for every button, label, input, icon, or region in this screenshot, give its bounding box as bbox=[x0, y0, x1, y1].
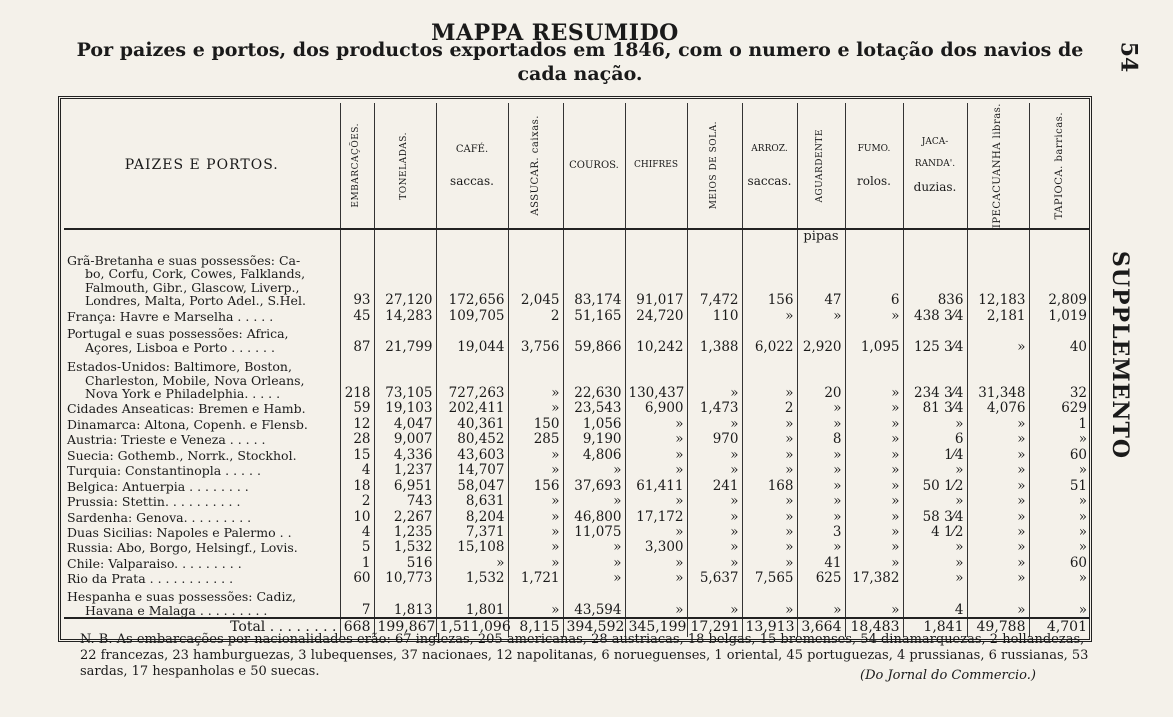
page-number: 54 bbox=[1115, 41, 1142, 73]
row-cell: 4 bbox=[340, 524, 374, 539]
row-cell: » bbox=[563, 539, 625, 554]
row-cell: » bbox=[742, 416, 797, 431]
unit-aguardente: pipas bbox=[797, 229, 845, 246]
row-cell: » bbox=[625, 586, 687, 618]
row-cell: 6,022 bbox=[742, 323, 797, 354]
row-cell: 19,044 bbox=[436, 323, 508, 354]
table-row bbox=[64, 447, 1090, 462]
row-cell: 6,900 bbox=[625, 401, 687, 416]
row-cell: 87 bbox=[340, 323, 374, 354]
row-cell: 15 bbox=[340, 447, 374, 462]
row-cell: » bbox=[903, 462, 967, 477]
row-cell: 14,283 bbox=[374, 308, 436, 323]
row-cell: 10 bbox=[340, 509, 374, 524]
row-cell: » bbox=[1029, 509, 1090, 524]
row-cell: » bbox=[508, 447, 563, 462]
row-cell: 31,348 bbox=[967, 354, 1029, 400]
row-place: Hespanha e suas possessões: Cadiz, Havana e Malaga . . . . . . . . . bbox=[67, 589, 297, 618]
row-cell: 2,181 bbox=[967, 308, 1029, 323]
total-cell: 18,483 bbox=[845, 618, 903, 637]
row-place: Russia: Abo, Borgo, Helsingf., Lovis. bbox=[67, 540, 298, 556]
row-cell: » bbox=[845, 493, 903, 508]
header-meios: MEIOS DE SOLA. bbox=[687, 103, 742, 229]
total-cell: 17,291 bbox=[687, 618, 742, 637]
row-cell: 241 bbox=[687, 478, 742, 493]
row-cell: 1,721 bbox=[508, 570, 563, 585]
row-cell: 10,242 bbox=[625, 323, 687, 354]
row-cell: 516 bbox=[374, 555, 436, 570]
row-cell: 9,190 bbox=[563, 431, 625, 446]
table-row bbox=[64, 539, 1090, 554]
row-cell: 91,017 bbox=[625, 246, 687, 308]
row-cell: » bbox=[625, 493, 687, 508]
table-row bbox=[64, 586, 1090, 618]
row-cell: 285 bbox=[508, 431, 563, 446]
total-cell: 1,841 bbox=[903, 618, 967, 637]
row-cell: 12 bbox=[340, 416, 374, 431]
row-cell: » bbox=[967, 539, 1029, 554]
row-place: Rio da Prata . . . . . . . . . . . bbox=[67, 571, 234, 587]
row-cell: » bbox=[903, 493, 967, 508]
row-cell: » bbox=[967, 570, 1029, 585]
row-cell: » bbox=[967, 447, 1029, 462]
row-cell: » bbox=[845, 401, 903, 416]
row-cell: » bbox=[797, 308, 845, 323]
row-cell: 1,532 bbox=[374, 539, 436, 554]
row-cell: 4,047 bbox=[374, 416, 436, 431]
row-cell: 150 bbox=[508, 416, 563, 431]
total-cell: 394,592 bbox=[563, 618, 625, 637]
row-cell: 58,047 bbox=[436, 478, 508, 493]
row-cell: 43,603 bbox=[436, 447, 508, 462]
row-cell: 21,799 bbox=[374, 323, 436, 354]
row-cell: » bbox=[1029, 524, 1090, 539]
row-cell: 1,056 bbox=[563, 416, 625, 431]
row-cell: » bbox=[687, 509, 742, 524]
row-cell: » bbox=[967, 431, 1029, 446]
row-cell: 61,411 bbox=[625, 478, 687, 493]
row-cell: » bbox=[845, 509, 903, 524]
row-cell: » bbox=[903, 539, 967, 554]
table-row bbox=[64, 416, 1090, 431]
row-cell: 80,452 bbox=[436, 431, 508, 446]
header-chifres: CHIFRES bbox=[625, 103, 687, 229]
row-cell: 130,437 bbox=[625, 354, 687, 400]
row-cell: 4,336 bbox=[374, 447, 436, 462]
row-cell: 8,631 bbox=[436, 493, 508, 508]
row-cell: » bbox=[845, 462, 903, 477]
row-cell: 2,045 bbox=[508, 246, 563, 308]
row-cell: » bbox=[742, 447, 797, 462]
row-cell: » bbox=[687, 539, 742, 554]
table-row bbox=[64, 354, 1090, 400]
row-cell: » bbox=[797, 539, 845, 554]
header-jacaranda: JACA- RANDA'. duzias. bbox=[903, 103, 967, 229]
row-cell: 14,707 bbox=[436, 462, 508, 477]
row-cell: 93 bbox=[340, 246, 374, 308]
row-cell: 727,263 bbox=[436, 354, 508, 400]
export-table-frame bbox=[58, 96, 1092, 642]
header-ipecacuanha: IPECACUANHA libras. bbox=[967, 103, 1029, 229]
row-cell: » bbox=[687, 354, 742, 400]
row-place: Suecia: Gothemb., Norrk., Stockhol. bbox=[67, 447, 297, 463]
header-toneladas: TONELADAS. bbox=[374, 103, 436, 229]
row-cell: 1 bbox=[340, 555, 374, 570]
row-cell: » bbox=[967, 416, 1029, 431]
row-cell: » bbox=[508, 586, 563, 618]
row-cell: » bbox=[687, 524, 742, 539]
total-label: Total . . . . . . . . bbox=[64, 618, 340, 637]
row-cell: 4,076 bbox=[967, 401, 1029, 416]
table-row bbox=[64, 555, 1090, 570]
row-cell: » bbox=[845, 308, 903, 323]
row-cell: » bbox=[508, 509, 563, 524]
row-cell: 1,473 bbox=[687, 401, 742, 416]
row-cell: » bbox=[625, 524, 687, 539]
header-embarcacoes: EMBARCAÇÕES. bbox=[340, 103, 374, 229]
row-cell: » bbox=[508, 493, 563, 508]
row-place: Dinamarca: Altona, Copenh. e Flensb. bbox=[67, 416, 308, 432]
row-cell: 1,532 bbox=[436, 570, 508, 585]
row-cell: » bbox=[625, 431, 687, 446]
total-cell: 345,199 bbox=[625, 618, 687, 637]
row-cell: 40,361 bbox=[436, 416, 508, 431]
row-cell: 22,630 bbox=[563, 354, 625, 400]
row-cell: 81 3⁄4 bbox=[903, 401, 967, 416]
row-cell: » bbox=[563, 570, 625, 585]
row-cell: » bbox=[845, 354, 903, 400]
row-cell: 4,806 bbox=[563, 447, 625, 462]
row-cell: 59 bbox=[340, 401, 374, 416]
row-cell: » bbox=[845, 555, 903, 570]
row-cell: 60 bbox=[340, 570, 374, 585]
row-cell: » bbox=[967, 462, 1029, 477]
row-cell: 3 bbox=[797, 524, 845, 539]
row-cell: » bbox=[903, 416, 967, 431]
row-cell: 5 bbox=[340, 539, 374, 554]
row-cell: 60 bbox=[1029, 555, 1090, 570]
row-cell: » bbox=[967, 323, 1029, 354]
row-cell: 3,756 bbox=[508, 323, 563, 354]
row-cell: 2,920 bbox=[797, 323, 845, 354]
row-cell: 27,120 bbox=[374, 246, 436, 308]
row-cell: » bbox=[563, 493, 625, 508]
row-cell: » bbox=[845, 586, 903, 618]
row-cell: 59,866 bbox=[563, 323, 625, 354]
row-place: Portugal e suas possessões: Africa, Açores, Lisboa e Porto . . . . . . bbox=[67, 326, 289, 355]
row-cell: » bbox=[903, 570, 967, 585]
row-cell: 8,204 bbox=[436, 509, 508, 524]
source-credit: (Do Jornal do Commercio.) bbox=[860, 668, 1036, 683]
row-cell: 1 bbox=[1029, 416, 1090, 431]
row-cell: » bbox=[797, 586, 845, 618]
row-cell: 1,095 bbox=[845, 323, 903, 354]
row-cell: » bbox=[436, 555, 508, 570]
total-cell: 3,664 bbox=[797, 618, 845, 637]
row-cell: » bbox=[687, 416, 742, 431]
table-row bbox=[64, 246, 1090, 308]
row-cell: » bbox=[797, 416, 845, 431]
row-cell: 2 bbox=[742, 401, 797, 416]
row-cell: 50 1⁄2 bbox=[903, 478, 967, 493]
row-cell: 51,165 bbox=[563, 308, 625, 323]
row-place: Sardenha: Genova. . . . . . . . . bbox=[67, 509, 252, 525]
row-cell: 625 bbox=[797, 570, 845, 585]
footnote: N. B. As embarcações por nacionalidades erão: 67 inglezas, 205 americanas, 28 austriacas, 18 belgas, 15 bremenses, 54 dinamarquezas, 2 hollandezas, 22 francezas, 23 hamburguezas, 3 lubequenses, 37 nacionaes, 12 napolitanas, 6 norueguenses, 1 oriental, 45 portuguezas, 4 prussianas, 6 russianas, 53 sardas, 17 hespanholas e 50 suecas. bbox=[80, 632, 1089, 679]
row-cell: » bbox=[1029, 586, 1090, 618]
row-cell: » bbox=[1029, 431, 1090, 446]
header-fumo: FUMO. rolos. bbox=[845, 103, 903, 229]
row-cell: 125 3⁄4 bbox=[903, 323, 967, 354]
row-cell: » bbox=[967, 509, 1029, 524]
row-cell: » bbox=[508, 354, 563, 400]
row-cell: » bbox=[625, 416, 687, 431]
table-header-row bbox=[64, 103, 1090, 229]
row-cell: » bbox=[742, 462, 797, 477]
total-cell: 668 bbox=[340, 618, 374, 637]
row-cell: 10,773 bbox=[374, 570, 436, 585]
table-row bbox=[64, 570, 1090, 585]
row-cell: 24,720 bbox=[625, 308, 687, 323]
row-cell: 41 bbox=[797, 555, 845, 570]
export-table bbox=[64, 103, 1090, 637]
page-title: MAPPA RESUMIDO bbox=[431, 20, 679, 46]
row-cell: » bbox=[625, 447, 687, 462]
row-cell: 83,174 bbox=[563, 246, 625, 308]
total-cell: 199,867 bbox=[374, 618, 436, 637]
row-cell: » bbox=[742, 586, 797, 618]
row-cell: 18 bbox=[340, 478, 374, 493]
row-cell: 629 bbox=[1029, 401, 1090, 416]
row-cell: 5,637 bbox=[687, 570, 742, 585]
row-cell: » bbox=[508, 401, 563, 416]
row-cell: 1,388 bbox=[687, 323, 742, 354]
row-cell: » bbox=[797, 462, 845, 477]
header-aguardente: AGUARDENTE bbox=[797, 103, 845, 229]
row-cell: 7 bbox=[340, 586, 374, 618]
table-row bbox=[64, 308, 1090, 323]
table-row bbox=[64, 493, 1090, 508]
table-row bbox=[64, 323, 1090, 354]
row-cell: » bbox=[967, 493, 1029, 508]
row-cell: » bbox=[845, 447, 903, 462]
row-cell: 4 bbox=[903, 586, 967, 618]
table-row bbox=[64, 524, 1090, 539]
row-cell: » bbox=[742, 509, 797, 524]
row-cell: 1,813 bbox=[374, 586, 436, 618]
row-cell: 51 bbox=[1029, 478, 1090, 493]
header-couros: COUROS. bbox=[563, 103, 625, 229]
row-cell: » bbox=[687, 555, 742, 570]
row-cell: » bbox=[508, 524, 563, 539]
row-cell: 3,300 bbox=[625, 539, 687, 554]
unit-row bbox=[64, 229, 1090, 246]
row-cell: » bbox=[742, 354, 797, 400]
row-cell: » bbox=[508, 555, 563, 570]
row-cell: 7,371 bbox=[436, 524, 508, 539]
row-cell: 6 bbox=[845, 246, 903, 308]
row-cell: » bbox=[687, 462, 742, 477]
row-cell: » bbox=[797, 509, 845, 524]
table-row bbox=[64, 478, 1090, 493]
row-place: Duas Sicilias: Napoles e Palermo . . bbox=[67, 524, 292, 540]
header-cafe: CAFÉ. saccas. bbox=[436, 103, 508, 229]
row-cell: 28 bbox=[340, 431, 374, 446]
row-cell: 9,007 bbox=[374, 431, 436, 446]
row-cell: » bbox=[797, 478, 845, 493]
row-cell: » bbox=[845, 539, 903, 554]
row-cell: 46,800 bbox=[563, 509, 625, 524]
row-cell: » bbox=[625, 555, 687, 570]
row-cell: 2 bbox=[340, 493, 374, 508]
row-cell: 438 3⁄4 bbox=[903, 308, 967, 323]
row-cell: 4 1⁄2 bbox=[903, 524, 967, 539]
page-subtitle: Por paizes e portos, dos productos exportados em 1846, com o numero e lotação dos navios de cada nação. bbox=[76, 39, 1084, 85]
row-cell: 47 bbox=[797, 246, 845, 308]
row-cell: 7,472 bbox=[687, 246, 742, 308]
row-cell: » bbox=[687, 447, 742, 462]
row-cell: » bbox=[967, 555, 1029, 570]
row-cell: » bbox=[625, 570, 687, 585]
row-place: Cidades Anseaticas: Bremen e Hamb. bbox=[67, 401, 306, 417]
table-row bbox=[64, 509, 1090, 524]
side-label-text: SUPPLEMENTO bbox=[1107, 250, 1133, 460]
row-cell: 58 3⁄4 bbox=[903, 509, 967, 524]
header-place: PAIZES E PORTOS. bbox=[64, 103, 340, 229]
row-place: Chile: Valparaiso. . . . . . . . . bbox=[67, 555, 242, 571]
row-cell: » bbox=[742, 493, 797, 508]
row-cell: » bbox=[1029, 493, 1090, 508]
table-row bbox=[64, 401, 1090, 416]
side-label bbox=[1090, 250, 1150, 460]
row-cell: 43,594 bbox=[563, 586, 625, 618]
row-cell: 1,237 bbox=[374, 462, 436, 477]
row-cell: » bbox=[742, 308, 797, 323]
row-cell: » bbox=[563, 462, 625, 477]
total-cell: 49,788 bbox=[967, 618, 1029, 637]
row-cell: 109,705 bbox=[436, 308, 508, 323]
table-row bbox=[64, 462, 1090, 477]
row-cell: » bbox=[845, 478, 903, 493]
row-cell: » bbox=[967, 524, 1029, 539]
row-cell: 234 3⁄4 bbox=[903, 354, 967, 400]
row-cell: 23,543 bbox=[563, 401, 625, 416]
row-cell: 970 bbox=[687, 431, 742, 446]
row-cell: » bbox=[1029, 539, 1090, 554]
header-assucar: ASSUCAR. caixas. bbox=[508, 103, 563, 229]
row-cell: » bbox=[742, 539, 797, 554]
row-cell: 37,693 bbox=[563, 478, 625, 493]
header-tapioca: TAPIOCA. barricas. bbox=[1029, 103, 1090, 229]
row-cell: 156 bbox=[508, 478, 563, 493]
row-cell: 156 bbox=[742, 246, 797, 308]
row-place: França: Havre e Marselha . . . . . bbox=[67, 308, 274, 324]
row-place: Belgica: Antuerpia . . . . . . . . bbox=[67, 478, 249, 494]
row-cell: » bbox=[687, 493, 742, 508]
row-place: Grã-Bretanha e suas possessões: Ca- bo, Corfu, Cork, Cowes, Falklands, Falmouth, Gibr., Glascow, Liverp., Londres, Malta, Porto Adel., S.Hel. bbox=[67, 252, 306, 309]
row-cell: 110 bbox=[687, 308, 742, 323]
row-cell: 1⁄4 bbox=[903, 447, 967, 462]
row-cell: 11,075 bbox=[563, 524, 625, 539]
header-arroz: ARROZ. saccas. bbox=[742, 103, 797, 229]
row-cell: » bbox=[967, 478, 1029, 493]
row-cell: 168 bbox=[742, 478, 797, 493]
row-cell: 743 bbox=[374, 493, 436, 508]
row-place: Austria: Trieste e Veneza . . . . . bbox=[67, 432, 266, 448]
row-cell: » bbox=[563, 555, 625, 570]
row-cell: 6,951 bbox=[374, 478, 436, 493]
row-cell: » bbox=[1029, 570, 1090, 585]
table-body bbox=[64, 229, 1090, 637]
total-cell: 4,701 bbox=[1029, 618, 1090, 637]
row-cell: 172,656 bbox=[436, 246, 508, 308]
row-cell: 19,103 bbox=[374, 401, 436, 416]
row-cell: 15,108 bbox=[436, 539, 508, 554]
row-cell: 45 bbox=[340, 308, 374, 323]
row-cell: » bbox=[625, 462, 687, 477]
row-cell: 17,382 bbox=[845, 570, 903, 585]
total-cell: 8,115 bbox=[508, 618, 563, 637]
total-cell: 1,511,096 bbox=[436, 618, 508, 637]
row-cell: » bbox=[845, 431, 903, 446]
row-cell: 20 bbox=[797, 354, 845, 400]
table-row bbox=[64, 431, 1090, 446]
row-cell: 1,019 bbox=[1029, 308, 1090, 323]
row-cell: 12,183 bbox=[967, 246, 1029, 308]
row-cell: » bbox=[967, 586, 1029, 618]
row-cell: » bbox=[742, 555, 797, 570]
row-cell: » bbox=[797, 401, 845, 416]
row-cell: 2,267 bbox=[374, 509, 436, 524]
row-cell: » bbox=[797, 447, 845, 462]
row-cell: » bbox=[508, 462, 563, 477]
row-place: Estados-Unidos: Baltimore, Boston, Charleston, Mobile, Nova Orleans, Nova York e Philadelphia. . . . . bbox=[67, 359, 305, 402]
row-cell: 17,172 bbox=[625, 509, 687, 524]
row-cell: » bbox=[742, 524, 797, 539]
row-cell: » bbox=[508, 539, 563, 554]
row-place: Prussia: Stettin. . . . . . . . . . bbox=[67, 494, 241, 510]
row-cell: » bbox=[742, 431, 797, 446]
row-cell: 1,801 bbox=[436, 586, 508, 618]
row-cell: » bbox=[1029, 462, 1090, 477]
row-cell: 2 bbox=[508, 308, 563, 323]
row-cell: 202,411 bbox=[436, 401, 508, 416]
row-cell: 218 bbox=[340, 354, 374, 400]
row-cell: » bbox=[845, 524, 903, 539]
row-cell: 32 bbox=[1029, 354, 1090, 400]
row-place: Turquia: Constantinopla . . . . . bbox=[67, 463, 261, 479]
row-cell: » bbox=[687, 586, 742, 618]
row-cell: 8 bbox=[797, 431, 845, 446]
row-cell: 73,105 bbox=[374, 354, 436, 400]
row-cell: 2,809 bbox=[1029, 246, 1090, 308]
row-cell: 4 bbox=[340, 462, 374, 477]
row-cell: 1,235 bbox=[374, 524, 436, 539]
row-cell: » bbox=[903, 555, 967, 570]
row-cell: 6 bbox=[903, 431, 967, 446]
total-cell: 13,913 bbox=[742, 618, 797, 637]
row-cell: 40 bbox=[1029, 323, 1090, 354]
row-cell: » bbox=[797, 493, 845, 508]
row-cell: 7,565 bbox=[742, 570, 797, 585]
row-cell: 836 bbox=[903, 246, 967, 308]
row-cell: » bbox=[845, 416, 903, 431]
row-cell: 60 bbox=[1029, 447, 1090, 462]
